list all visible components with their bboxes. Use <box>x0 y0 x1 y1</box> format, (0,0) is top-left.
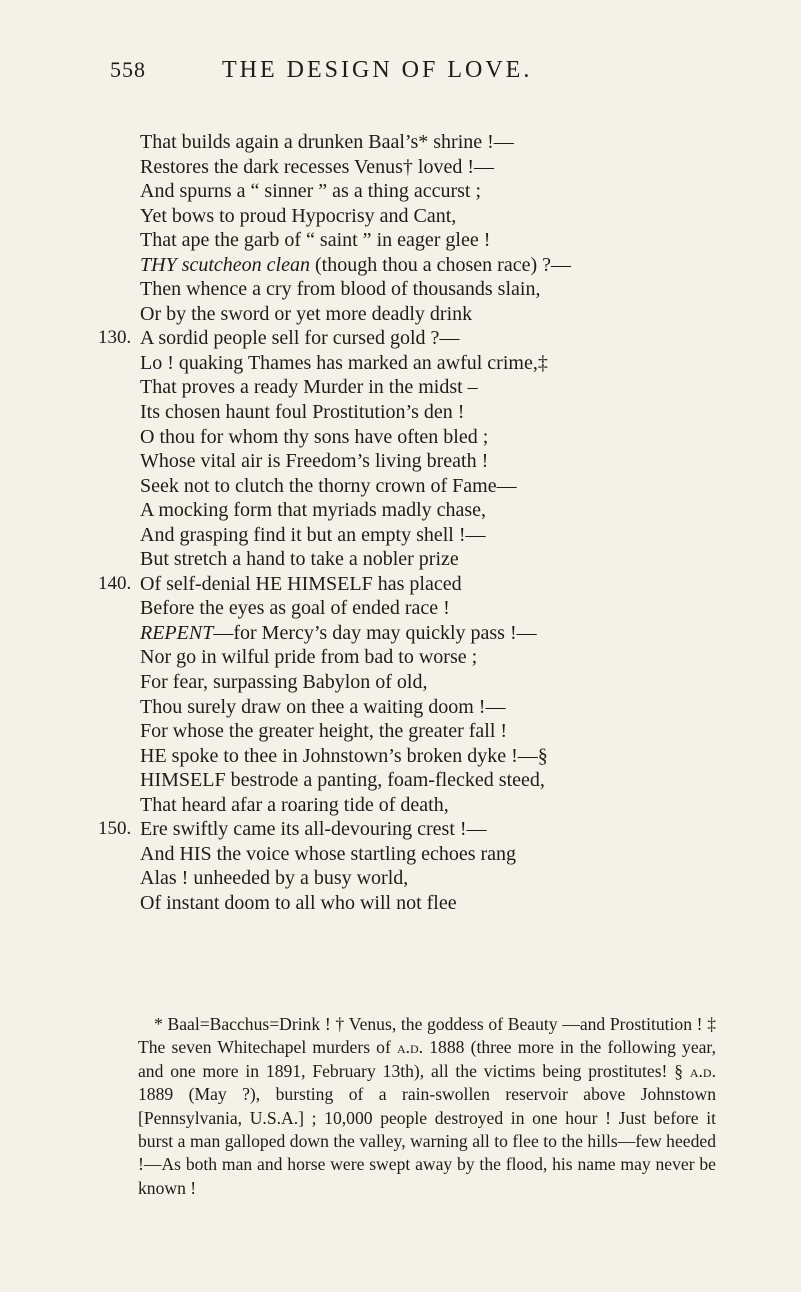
verse-line <box>98 793 738 818</box>
verse-line <box>98 351 738 376</box>
verse-line <box>98 204 738 229</box>
verse-line <box>98 498 738 523</box>
verse-text: A sordid people sell for cursed gold ?— <box>140 327 460 350</box>
verse-line <box>98 253 738 278</box>
verse-text: For fear, surpassing Babylon of old, <box>140 671 428 694</box>
verse-text: HIMSELF bestrode a panting, foam-flecked steed, <box>140 769 545 792</box>
verse-line <box>98 155 738 180</box>
footnote-era-2: a.d. <box>689 1060 716 1081</box>
verse-line <box>98 375 738 400</box>
poem-verse <box>98 130 738 916</box>
verse-line <box>98 130 738 155</box>
verse-text: That proves a ready Murder in the midst – <box>140 376 478 399</box>
verse-line <box>98 400 738 425</box>
verse-text: THY scutcheon clean <box>140 253 310 276</box>
footnote-text-3: 1889 (May ?), bursting of a rain-swollen reservoir above Johnstown [Pennsylvania, U.S.A.] ; 10,000 people destroyed in one hour ! Just before it burst a man galloped down the valley, warning all to flee to the hills—few heeded !—As both man and horse were swept away by the flood, his name may never be known ! <box>138 1084 716 1198</box>
verse-text: And grasping find it but an empty shell !— <box>140 523 486 546</box>
verse-text: Lo ! quaking Thames has marked an awful crime,‡ <box>140 351 548 374</box>
line-number: 140. <box>98 572 132 594</box>
verse-line <box>98 670 738 695</box>
verse-line <box>98 695 738 720</box>
verse-line <box>98 474 738 499</box>
verse-text: O thou for whom thy sons have often bled ; <box>140 425 489 448</box>
verse-line <box>98 523 738 548</box>
verse-text: —for Mercy’s day may quickly pass !— <box>213 621 537 644</box>
verse-text: Yet bows to proud Hypocrisy and Cant, <box>140 204 457 227</box>
verse-text: For whose the greater height, the greater fall ! <box>140 720 508 743</box>
verse-text: Before the eyes as goal of ended race ! <box>140 597 450 620</box>
line-number: 130. <box>98 327 132 349</box>
footnote-era-1: a.d. <box>396 1037 424 1058</box>
footnotes <box>138 1013 716 1200</box>
footnote-text-1: * Baal=Bacchus=Drink ! † Venus, the goddess of Beauty —and Prostitution ! ‡ The seven Whitechapel murders of <box>138 1014 716 1058</box>
verse-line <box>98 621 738 646</box>
verse-line <box>98 645 738 670</box>
verse-line <box>98 425 738 450</box>
verse-line <box>98 302 738 327</box>
verse-text: Nor go in wilful pride from bad to worse ; <box>140 646 478 669</box>
footnote-text-2: 1888 (three more in the following year, and one more in 1891, February 13th), all the victims being prostitutes! § <box>138 1037 716 1081</box>
verse-text: Its chosen haunt foul Prostitution’s den ! <box>140 401 465 424</box>
verse-text: But stretch a hand to take a nobler prize <box>140 548 459 571</box>
verse-text: And HIS the voice whose startling echoes rang <box>140 842 517 865</box>
running-head <box>110 57 710 87</box>
verse-line <box>98 326 738 351</box>
verse-line <box>98 891 738 916</box>
verse-line <box>98 572 738 597</box>
verse-text: (though thou a chosen race) ?— <box>309 253 571 276</box>
verse-text: A mocking form that myriads madly chase, <box>140 499 487 522</box>
verse-text: HE spoke to thee in Johnstown’s broken dyke !—§ <box>140 744 548 767</box>
line-number: 150. <box>98 818 132 840</box>
verse-text: Of self-denial HE HIMSELF has placed <box>140 572 462 595</box>
verse-text: That ape the garb of “ saint ” in eager glee ! <box>140 229 491 252</box>
verse-line <box>98 719 738 744</box>
running-title: THE DESIGN OF LOVE. <box>222 57 533 83</box>
verse-text: That builds again a drunken Baal’s* shrine !— <box>140 131 514 153</box>
verse-line <box>98 277 738 302</box>
verse-line <box>98 768 738 793</box>
verse-line <box>98 596 738 621</box>
verse-line <box>98 179 738 204</box>
verse-text: Alas ! unheeded by a busy world, <box>140 867 409 890</box>
verse-text: Then whence a cry from blood of thousands slain, <box>140 278 541 301</box>
verse-text: Ere swiftly came its all-devouring crest !— <box>140 818 487 841</box>
verse-line <box>98 547 738 572</box>
verse-text: REPENT <box>140 621 214 644</box>
verse-line <box>98 842 738 867</box>
verse-text: Seek not to clutch the thorny crown of Fame— <box>140 474 517 497</box>
page-number: 558 <box>110 57 146 82</box>
verse-text: Whose vital air is Freedom’s living breath ! <box>140 450 489 473</box>
verse-line <box>98 449 738 474</box>
verse-text: Or by the sword or yet more deadly drink <box>140 302 473 325</box>
verse-text: That heard afar a roaring tide of death, <box>140 793 449 816</box>
verse-line <box>98 866 738 891</box>
verse-line <box>98 817 738 842</box>
verse-text: And spurns a “ sinner ” as a thing accurst ; <box>140 180 482 203</box>
verse-text: Thou surely draw on thee a waiting doom !— <box>140 695 506 718</box>
verse-text: Restores the dark recesses Venus† loved !— <box>140 155 494 178</box>
verse-line <box>98 744 738 769</box>
verse-line <box>98 228 738 253</box>
verse-text: Of instant doom to all who will not flee <box>140 891 457 914</box>
footnote-paragraph <box>138 1013 716 1200</box>
